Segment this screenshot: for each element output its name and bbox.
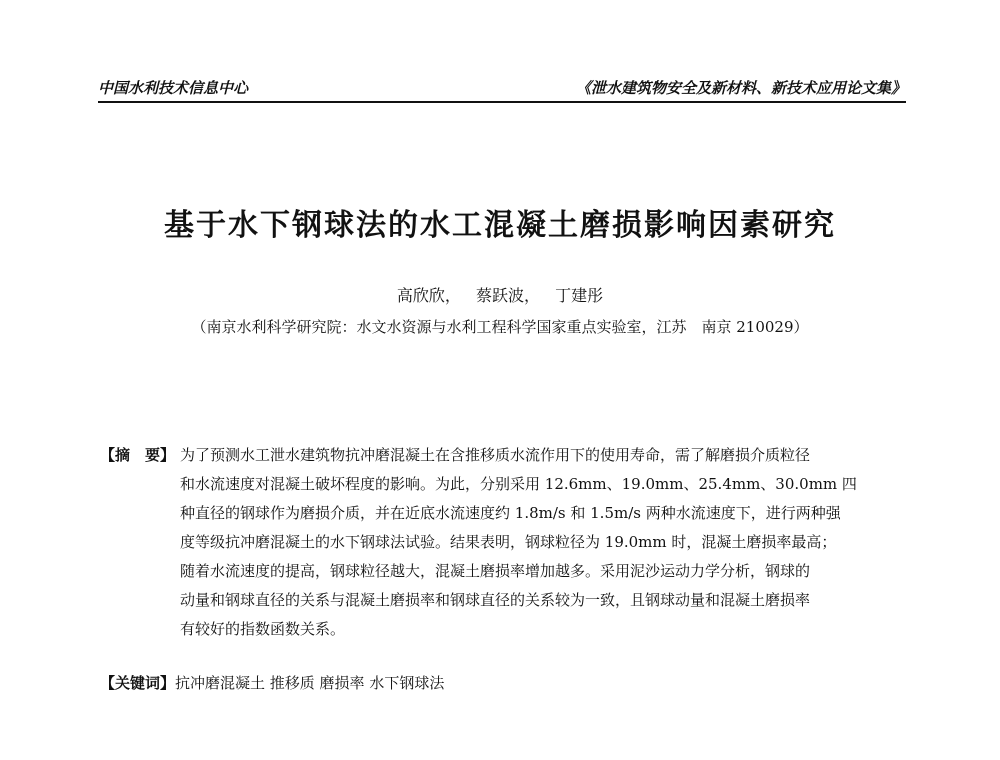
keywords	[100, 672, 906, 693]
abstract-line: 为了预测水工泄水建筑物抗冲磨混凝土在含推移质水流作用下的使用寿命，需了解磨损介质粒径	[180, 446, 811, 464]
abstract-line: 动量和钢球直径的关系与混凝土磨损率和钢球直径的关系较为一致，且钢球动量和混凝土磨损率	[180, 591, 811, 609]
paper-title: 基于水下钢球法的水工混凝土磨损影响因素研究	[164, 208, 836, 243]
header-left-publisher: 中国水利技术信息中心	[98, 79, 249, 97]
abstract-line: 和水流速度对混凝土破坏程度的影响。为此，分别采用 12.6mm、19.0mm、25.4mm、30.0mm 四	[180, 475, 857, 493]
affiliation: （南京水利科学研究院：水文水资源与水利工程科学国家重点实验室，江苏 南京 210029）	[191, 318, 809, 336]
running-header	[98, 75, 906, 103]
authors: 高欣欣， 蔡跃波， 丁建彤	[396, 286, 604, 305]
abstract-line: 度等级抗冲磨混凝土的水下钢球法试验。结果表明，钢球粒径为 19.0mm 时，混凝土磨损率最高；	[180, 533, 837, 551]
keywords-label: 【关键词】	[100, 674, 176, 692]
keywords-text: 抗冲磨混凝土 推移质 磨损率 水下钢球法	[175, 674, 445, 692]
abstract-line: 种直径的钢球作为磨损介质，并在近底水流速度约 1.8m/s 和 1.5m/s 两种水流速度下，进行两种强	[180, 504, 841, 522]
abstract-line: 有较好的指数函数关系。	[180, 620, 346, 638]
abstract	[100, 441, 906, 644]
abstract-line: 随着水流速度的提高，钢球粒径越大，混凝土磨损率增加越多。采用泥沙运动力学分析，钢球的	[180, 562, 811, 580]
header-right-proceedings: 《泄水建筑物安全及新材料、新技术应用论文集》	[575, 79, 906, 97]
abstract-label: 【摘 要】	[100, 446, 176, 464]
